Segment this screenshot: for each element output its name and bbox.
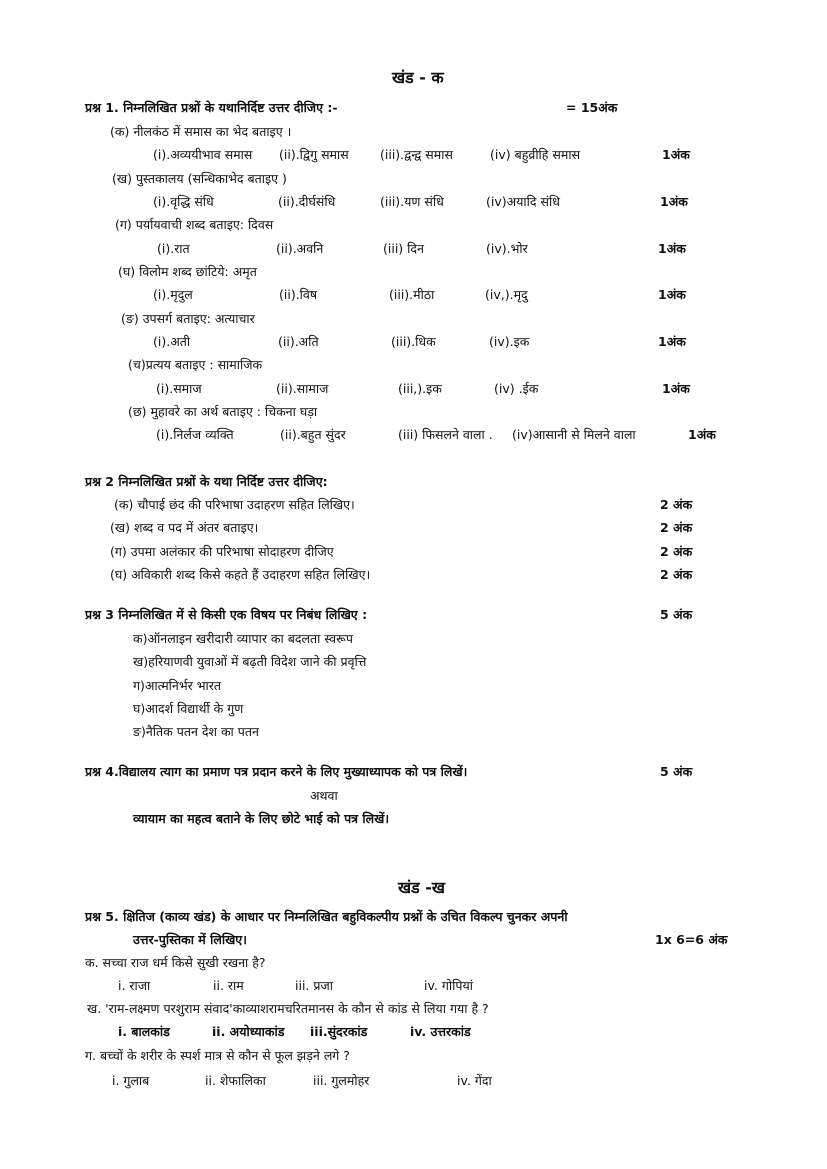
q3-marks: 5 अंक bbox=[660, 607, 693, 622]
q5-item-prompt: क. सच्चा राज धर्म किसे सुखी रखना है? bbox=[85, 955, 266, 970]
q5-option: iv. गोपियां bbox=[424, 978, 473, 993]
q1-item-prompt: (क) नीलकंठ में समास का भेद बताइए । bbox=[110, 124, 292, 139]
q2-item: (ग) उपमा अलंकार की परिभाषा सोदाहरण दीजिए bbox=[110, 544, 334, 559]
q1-option: (iv,).मृदु bbox=[485, 287, 528, 302]
q2-item-marks: 2 अंक bbox=[660, 544, 693, 559]
q5-option: iv. गेंदा bbox=[457, 1073, 492, 1088]
q5-marks: 1x 6=6 अंक bbox=[655, 932, 728, 947]
q3-topic: घ)आदर्श विद्यार्थी के गुण bbox=[133, 701, 244, 716]
q1-item-prompt: (च)प्रत्यय बताइए : सामाजिक bbox=[128, 357, 263, 372]
q5-option: iii.सुंदरकांड bbox=[310, 1024, 368, 1039]
q2-item: (घ) अविकारी शब्द किसे कहते हैं उदाहरण सहित लिखिए। bbox=[110, 567, 371, 582]
q1-option: (ii).दीर्घसंधि bbox=[278, 194, 336, 209]
q1-item-prompt: (ग) पर्यायवाची शब्द बताइए: दिवस bbox=[115, 217, 274, 232]
q1-item-prompt: (घ) विलोम शब्द छांटिये: अमृत bbox=[118, 264, 257, 279]
q5-option: ii. अयोध्याकांड bbox=[212, 1024, 285, 1039]
q5-option: i. बालकांड bbox=[118, 1024, 170, 1039]
q1-option: (i).अव्ययीभाव समास bbox=[153, 147, 253, 162]
q1-option: (iv)आसानी से मिलने वाला bbox=[512, 427, 636, 442]
q5-label-cont: उत्तर-पुस्तिका में लिखिए। bbox=[133, 932, 247, 947]
q5-label: प्रश्न 5. क्षितिज (काव्य खंड) के आधार पर निम्नलिखित बहुविकल्पीय प्रश्नों के उचित विकल्प चुनकर अपनी bbox=[85, 909, 568, 924]
q5-option: i. राजा bbox=[118, 978, 151, 993]
q1-option: (iii) दिन bbox=[383, 241, 424, 256]
q1-item-marks: 1अंक bbox=[662, 381, 690, 396]
section-a-title: खंड - क bbox=[392, 68, 444, 87]
q1-item-marks: 1अंक bbox=[660, 194, 688, 209]
q1-option: (ii).द्विगु समास bbox=[279, 147, 349, 162]
q3-label: प्रश्न 3 निम्नलिखित में से किसी एक विषय पर निबंध लिखिए : bbox=[85, 607, 368, 622]
q2-item-marks: 2 अंक bbox=[660, 497, 693, 512]
q1-option: (iii).यण संधि bbox=[380, 194, 444, 209]
section-b-title: खंड -ख bbox=[398, 878, 445, 897]
q1-option: (ii).अति bbox=[278, 334, 319, 349]
q1-item-marks: 1अंक bbox=[658, 334, 686, 349]
q1-option: (ii).सामाज bbox=[276, 381, 329, 396]
q5-option: i. गुलाब bbox=[112, 1073, 150, 1088]
q2-item: (ख) शब्द व पद में अंतर बताइए। bbox=[110, 520, 259, 535]
q1-item-marks: 1अंक bbox=[658, 241, 686, 256]
q1-option: (i).अती bbox=[153, 334, 191, 349]
q1-marks: = 15अंक bbox=[566, 100, 618, 115]
q1-option: (iv).भोर bbox=[486, 241, 528, 256]
q3-topic: ग)आत्मनिर्भर भारत bbox=[133, 678, 221, 693]
q1-option: (iv) .ईक bbox=[494, 381, 539, 396]
q1-option: (i).समाज bbox=[156, 381, 202, 396]
q1-option: (i).वृद्धि संधि bbox=[153, 194, 214, 209]
q4-or: अथवा bbox=[310, 788, 338, 803]
q2-item-marks: 2 अंक bbox=[660, 567, 693, 582]
q1-item-prompt: (ङ) उपसर्ग बताइए: अत्याचार bbox=[121, 311, 255, 326]
q1-item-prompt: (ख) पुस्तकालय (सन्धिकाभेद बताइए ) bbox=[112, 171, 287, 186]
q1-item-marks: 1अंक bbox=[688, 427, 716, 442]
q5-item-prompt: ग. बच्चों के शरीर के स्पर्श मात्र से कौन से फूल झड़ने लगे ? bbox=[85, 1048, 350, 1063]
q2-label: प्रश्न 2 निम्नलिखित प्रश्नों के यथा निर्दिष्ट उत्तर दीजिए: bbox=[85, 474, 328, 489]
q5-option: ii. राम bbox=[213, 978, 244, 993]
q5-option: iii. गुलमोहर bbox=[313, 1073, 370, 1088]
q1-option: (iv) बहुव्रीहि समास bbox=[490, 147, 581, 162]
q5-option: iv. उत्तरकांड bbox=[410, 1024, 471, 1039]
q1-item-marks: 1अंक bbox=[658, 287, 686, 302]
q5-option: iii. प्रजा bbox=[295, 978, 333, 993]
q2-item-marks: 2 अंक bbox=[660, 520, 693, 535]
q4-alt: व्यायाम का महत्व बताने के लिए छोटे भाई को पत्र लिखें। bbox=[133, 811, 390, 826]
q4-label: प्रश्न 4.विद्यालय त्याग का प्रमाण पत्र प्रदान करने के लिए मुख्याध्यापक को पत्र लिखें। bbox=[85, 764, 468, 779]
q1-option: (ii).बहुत सुंदर bbox=[280, 427, 346, 442]
q3-topic: ङ)नैतिक पतन देश का पतन bbox=[133, 724, 259, 739]
q2-item: (क) चौपाई छंद की परिभाषा उदाहरण सहित लिखिए। bbox=[114, 497, 355, 512]
q1-item-prompt: (छ) मुहावरे का अर्थ बताइए : चिकना घड़ा bbox=[128, 404, 318, 419]
q5-option: ii. शेफालिका bbox=[205, 1073, 266, 1088]
q1-option: (iii).द्वन्द्व समास bbox=[380, 147, 453, 162]
q1-item-marks: 1अंक bbox=[662, 147, 690, 162]
q3-topic: क)ऑनलाइन खरीदारी व्यापार का बदलता स्वरूप bbox=[133, 631, 353, 646]
q1-option: (iii).धिक bbox=[391, 334, 436, 349]
q1-option: (iii).मीठा bbox=[389, 287, 435, 302]
q1-option: (iv)अयादि संधि bbox=[486, 194, 560, 209]
q5-item-prompt: ख. 'राम-लक्ष्मण परशुराम संवाद'काव्याशरामचरितमानस के कौन से कांड से लिया गया है ? bbox=[87, 1001, 489, 1016]
q4-marks: 5 अंक bbox=[660, 764, 693, 779]
q1-option: (i).निर्लज व्यक्ति bbox=[156, 427, 234, 442]
q1-label: प्रश्न 1. निम्नलिखित प्रश्नों के यथानिर्दिष्ट उत्तर दीजिए :- bbox=[85, 100, 338, 115]
q1-option: (iv).इक bbox=[489, 334, 530, 349]
q1-option: (ii).विष bbox=[279, 287, 318, 302]
q1-option: (ii).अवनि bbox=[276, 241, 324, 256]
q1-option: (iii) फिसलने वाला . bbox=[398, 427, 493, 442]
q1-option: (i).रात bbox=[157, 241, 190, 256]
q1-option: (i).मृदुल bbox=[153, 287, 193, 302]
q3-topic: ख)हरियाणवी युवाओं में बढ़ती विदेश जाने की प्रवृत्ति bbox=[133, 654, 367, 669]
q1-option: (iii,).इक bbox=[398, 381, 442, 396]
